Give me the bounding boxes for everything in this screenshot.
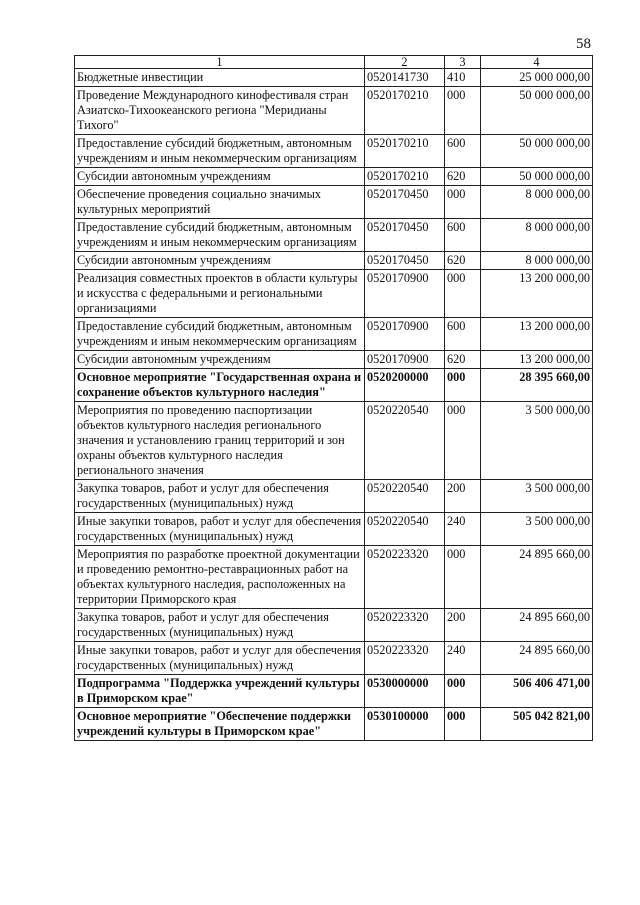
row-name-cell: Иные закупки товаров, работ и услуг для обеспечения государственных (муниципальных) нужд <box>75 642 365 675</box>
row-code-cell: 0520170450 <box>365 252 445 270</box>
row-code-cell: 0520223320 <box>365 546 445 609</box>
budget-table <box>74 55 593 741</box>
row-name-cell: Предоставление субсидий бюджетным, автономным учреждениям и иным некоммерческим организациям <box>75 135 365 168</box>
row-type-cell: 240 <box>445 642 481 675</box>
row-type-cell: 000 <box>445 270 481 318</box>
row-code-cell: 0520220540 <box>365 513 445 546</box>
table-row <box>75 135 593 168</box>
row-type-cell: 000 <box>445 186 481 219</box>
row-amount-cell: 24 895 660,00 <box>481 642 593 675</box>
table-row <box>75 609 593 642</box>
row-name-cell: Мероприятия по проведению паспортизации объектов культурного наследия регионального значения и установлению границ территорий и зон охраны объектов культурного наследия регионального значения <box>75 402 365 480</box>
row-name-cell: Предоставление субсидий бюджетным, автономным учреждениям и иным некоммерческим организациям <box>75 219 365 252</box>
row-type-cell: 200 <box>445 609 481 642</box>
row-type-cell: 620 <box>445 351 481 369</box>
page-number: 58 <box>576 36 591 52</box>
row-code-cell: 0520170450 <box>365 219 445 252</box>
row-type-cell: 410 <box>445 69 481 87</box>
row-amount-cell: 50 000 000,00 <box>481 87 593 135</box>
row-code-cell: 0530100000 <box>365 708 445 741</box>
row-name-cell: Обеспечение проведения социально значимых культурных мероприятий <box>75 186 365 219</box>
table-row <box>75 369 593 402</box>
row-amount-cell: 24 895 660,00 <box>481 546 593 609</box>
row-type-cell: 620 <box>445 168 481 186</box>
row-name-cell: Закупка товаров, работ и услуг для обеспечения государственных (муниципальных) нужд <box>75 480 365 513</box>
row-code-cell: 0530000000 <box>365 675 445 708</box>
row-amount-cell: 50 000 000,00 <box>481 168 593 186</box>
row-name-cell: Субсидии автономным учреждениям <box>75 168 365 186</box>
row-name-cell: Мероприятия по разработке проектной документации и проведению ремонтно-реставрационных работ на объектах культурного наследия, расположенных на территории Приморского края <box>75 546 365 609</box>
table-row <box>75 168 593 186</box>
row-amount-cell: 3 500 000,00 <box>481 513 593 546</box>
row-type-cell: 620 <box>445 252 481 270</box>
table-row <box>75 219 593 252</box>
row-type-cell: 000 <box>445 546 481 609</box>
row-amount-cell: 24 895 660,00 <box>481 609 593 642</box>
row-amount-cell: 13 200 000,00 <box>481 351 593 369</box>
row-type-cell: 000 <box>445 675 481 708</box>
table-row <box>75 546 593 609</box>
table-row <box>75 513 593 546</box>
row-name-cell: Субсидии автономным учреждениям <box>75 252 365 270</box>
table-row <box>75 318 593 351</box>
row-type-cell: 000 <box>445 87 481 135</box>
row-type-cell: 000 <box>445 708 481 741</box>
row-code-cell: 0520223320 <box>365 609 445 642</box>
row-amount-cell: 28 395 660,00 <box>481 369 593 402</box>
header-col-4: 4 <box>481 56 593 69</box>
table-header-row <box>75 56 593 69</box>
row-name-cell: Основное мероприятие "Государственная охрана и сохранение объектов культурного наследия" <box>75 369 365 402</box>
row-name-cell: Предоставление субсидий бюджетным, автономным учреждениям и иным некоммерческим организациям <box>75 318 365 351</box>
row-type-cell: 240 <box>445 513 481 546</box>
row-code-cell: 0520220540 <box>365 402 445 480</box>
row-name-cell: Бюджетные инвестиции <box>75 69 365 87</box>
row-amount-cell: 506 406 471,00 <box>481 675 593 708</box>
row-code-cell: 0520170900 <box>365 351 445 369</box>
row-name-cell: Субсидии автономным учреждениям <box>75 351 365 369</box>
row-amount-cell: 8 000 000,00 <box>481 219 593 252</box>
table-row <box>75 402 593 480</box>
row-amount-cell: 3 500 000,00 <box>481 402 593 480</box>
row-type-cell: 600 <box>445 135 481 168</box>
row-type-cell: 000 <box>445 402 481 480</box>
row-amount-cell: 3 500 000,00 <box>481 480 593 513</box>
row-type-cell: 600 <box>445 219 481 252</box>
table-row <box>75 186 593 219</box>
table-row <box>75 642 593 675</box>
row-code-cell: 0520200000 <box>365 369 445 402</box>
table-row <box>75 252 593 270</box>
row-type-cell: 000 <box>445 369 481 402</box>
row-amount-cell: 13 200 000,00 <box>481 270 593 318</box>
row-amount-cell: 25 000 000,00 <box>481 69 593 87</box>
row-name-cell: Закупка товаров, работ и услуг для обеспечения государственных (муниципальных) нужд <box>75 609 365 642</box>
header-col-1: 1 <box>75 56 365 69</box>
row-type-cell: 600 <box>445 318 481 351</box>
row-name-cell: Иные закупки товаров, работ и услуг для обеспечения государственных (муниципальных) нужд <box>75 513 365 546</box>
row-code-cell: 0520223320 <box>365 642 445 675</box>
table-row <box>75 675 593 708</box>
row-code-cell: 0520170210 <box>365 168 445 186</box>
row-code-cell: 0520141730 <box>365 69 445 87</box>
table-row <box>75 87 593 135</box>
row-code-cell: 0520170450 <box>365 186 445 219</box>
row-name-cell: Реализация совместных проектов в области культуры и искусства с федеральными и региональными организациями <box>75 270 365 318</box>
row-name-cell: Подпрограмма "Поддержка учреждений культуры в Приморском крае" <box>75 675 365 708</box>
row-code-cell: 0520170210 <box>365 135 445 168</box>
table-row <box>75 69 593 87</box>
row-amount-cell: 13 200 000,00 <box>481 318 593 351</box>
row-amount-cell: 50 000 000,00 <box>481 135 593 168</box>
row-amount-cell: 8 000 000,00 <box>481 186 593 219</box>
row-type-cell: 200 <box>445 480 481 513</box>
row-name-cell: Основное мероприятие "Обеспечение поддержки учреждений культуры в Приморском крае" <box>75 708 365 741</box>
table-row <box>75 351 593 369</box>
row-code-cell: 0520170900 <box>365 270 445 318</box>
table-row <box>75 270 593 318</box>
row-code-cell: 0520220540 <box>365 480 445 513</box>
header-col-2: 2 <box>365 56 445 69</box>
row-code-cell: 0520170210 <box>365 87 445 135</box>
header-col-3: 3 <box>445 56 481 69</box>
row-amount-cell: 505 042 821,00 <box>481 708 593 741</box>
row-amount-cell: 8 000 000,00 <box>481 252 593 270</box>
table-row <box>75 708 593 741</box>
row-name-cell: Проведение Международного кинофестиваля стран Азиатско-Тихоокеанского региона "Меридианы Тихого" <box>75 87 365 135</box>
row-code-cell: 0520170900 <box>365 318 445 351</box>
table-row <box>75 480 593 513</box>
